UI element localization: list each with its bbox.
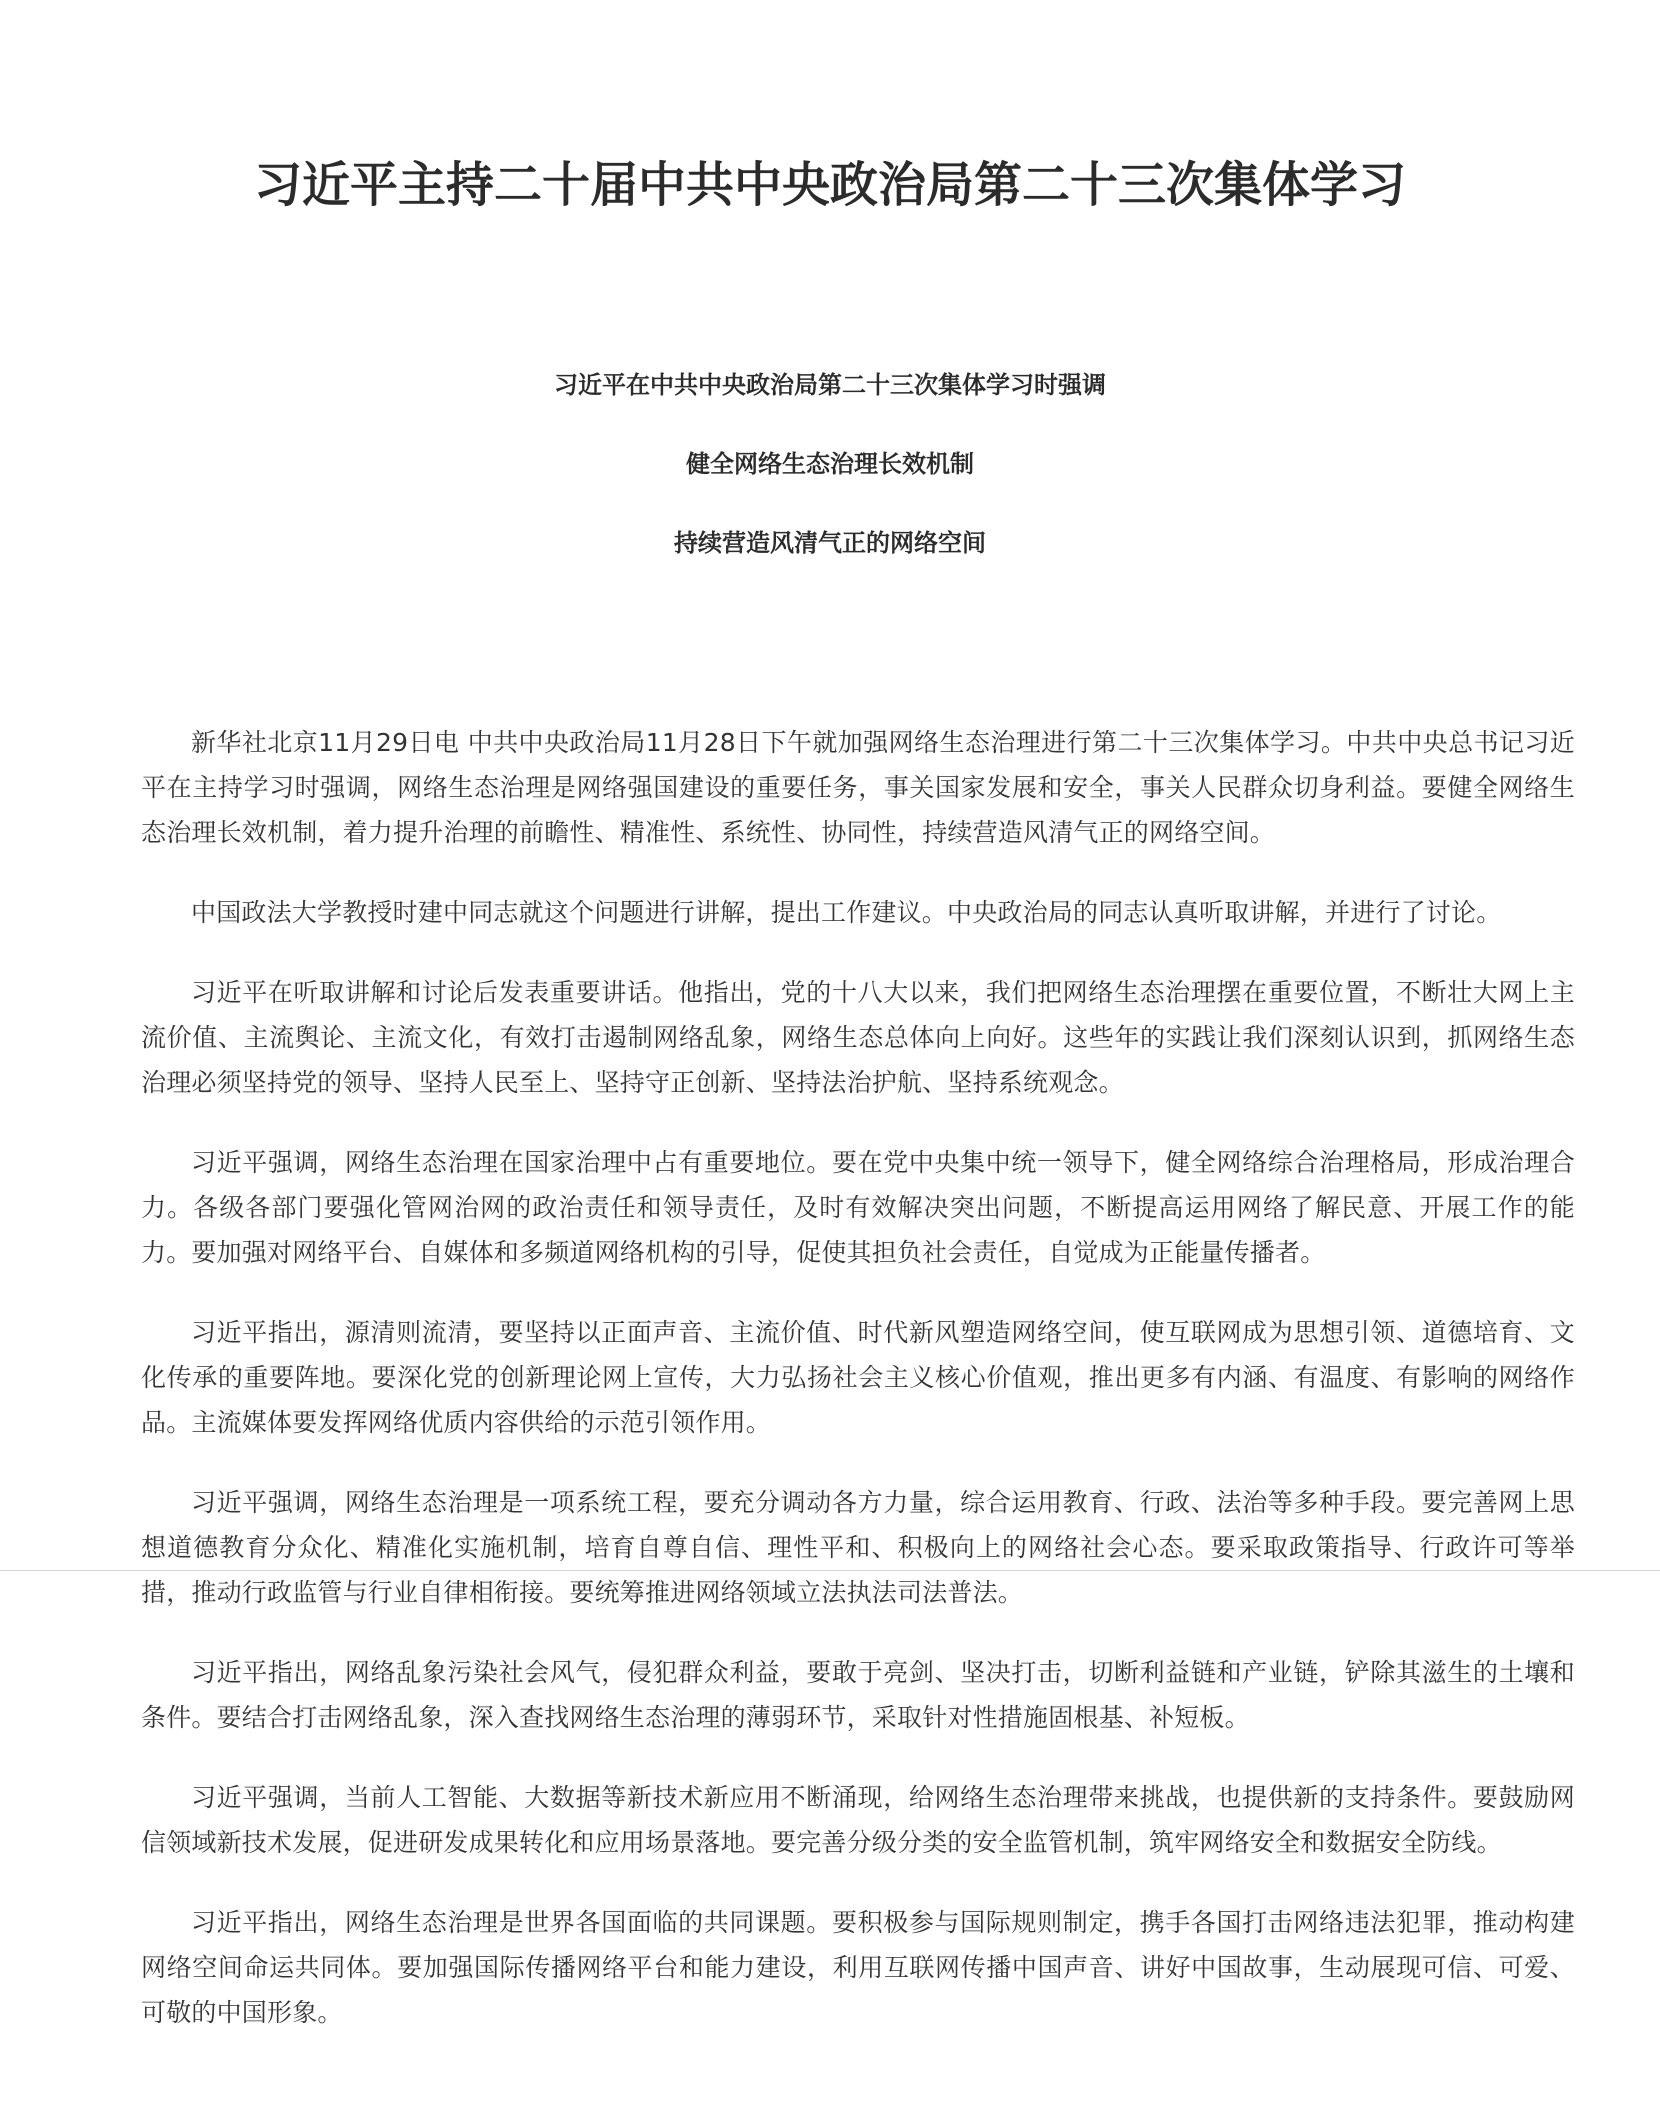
article-subheads <box>0 365 1660 602</box>
subhead-secondary: 持续营造风清气正的网络空间 <box>674 529 986 557</box>
paragraph: 习近平指出，网络乱象污染社会风气，侵犯群众利益，要敢于亮剑、坚决打击，切断利益链和产业链，铲除其滋生的土壤和条件。要结合打击网络乱象，深入查找网络生态治理的薄弱环节，采取针对性措施固根基、补短板。 <box>141 1658 1575 1732</box>
paragraph: 习近平强调，当前人工智能、大数据等新技术新应用不断涌现，给网络生态治理带来挑战，也提供新的支持条件。要鼓励网信领域新技术发展，促进研发成果转化和应用场景落地。要完善分级分类的安全监管机制，筑牢网络安全和数据安全防线。 <box>141 1783 1575 1857</box>
article-title: 习近平主持二十届中共中央政治局第二十三次集体学习 <box>253 157 1406 213</box>
paragraph: 中国政法大学教授时建中同志就这个问题进行讲解，提出工作建议。中央政治局的同志认真听取讲解，并进行了讨论。 <box>191 898 1502 927</box>
article-body <box>141 720 1575 2070</box>
paragraph: 习近平指出，源清则流清，要坚持以正面声音、主流价值、时代新风塑造网络空间，使互联网成为思想引领、道德培育、文化传承的重要阵地。要深化党的创新理论网上宣传，大力弘扬社会主义核心价值观，推出更多有内涵、有温度、有影响的网络作品。主流媒体要发挥网络优质内容供给的示范引领作用。 <box>141 1318 1575 1437</box>
subhead-lead: 习近平在中共中央政治局第二十三次集体学习时强调 <box>554 371 1106 399</box>
paragraph: 新华社北京11月29日电 中共中央政治局11月28日下午就加强网络生态治理进行第二十三次集体学习。中共中央总书记习近平在主持学习时强调，网络生态治理是网络强国建设的重要任务，事关国家发展和安全，事关人民群众切身利益。要健全网络生态治理长效机制，着力提升治理的前瞻性、精准性、系统性、协同性，持续营造风清气正的网络空间。 <box>141 728 1575 847</box>
paragraph: 习近平在听取讲解和讨论后发表重要讲话。他指出，党的十八大以来，我们把网络生态治理摆在重要位置，不断壮大网上主流价值、主流舆论、主流文化，有效打击遏制网络乱象，网络生态总体向上向好。这些年的实践让我们深刻认识到，抓网络生态治理必须坚持党的领导、坚持人民至上、坚持守正创新、坚持法治护航、坚持系统观念。 <box>141 978 1575 1097</box>
page-divider <box>0 1570 1660 1571</box>
subhead-main: 健全网络生态治理长效机制 <box>686 450 974 478</box>
paragraph: 习近平强调，网络生态治理在国家治理中占有重要地位。要在党中央集中统一领导下，健全网络综合治理格局，形成治理合力。各级各部门要强化管网治网的政治责任和领导责任，及时有效解决突出问题，不断提高运用网络了解民意、开展工作的能力。要加强对网络平台、自媒体和多频道网络机构的引导，促使其担负社会责任，自觉成为正能量传播者。 <box>141 1148 1575 1267</box>
paragraph: 习近平指出，网络生态治理是世界各国面临的共同课题。要积极参与国际规则制定，携手各国打击网络违法犯罪，推动构建网络空间命运共同体。要加强国际传播网络平台和能力建设，利用互联网传播中国声音、讲好中国故事，生动展现可信、可爱、可敬的中国形象。 <box>141 1908 1575 2027</box>
paragraph: 习近平强调，网络生态治理是一项系统工程，要充分调动各方力量，综合运用教育、行政、法治等多种手段。要完善网上思想道德教育分众化、精准化实施机制，培育自尊自信、理性平和、积极向上的网络社会心态。要采取政策指导、行政许可等举措，推动行政监管与行业自律相衔接。要统筹推进网络领域立法执法司法普法。 <box>141 1488 1575 1607</box>
